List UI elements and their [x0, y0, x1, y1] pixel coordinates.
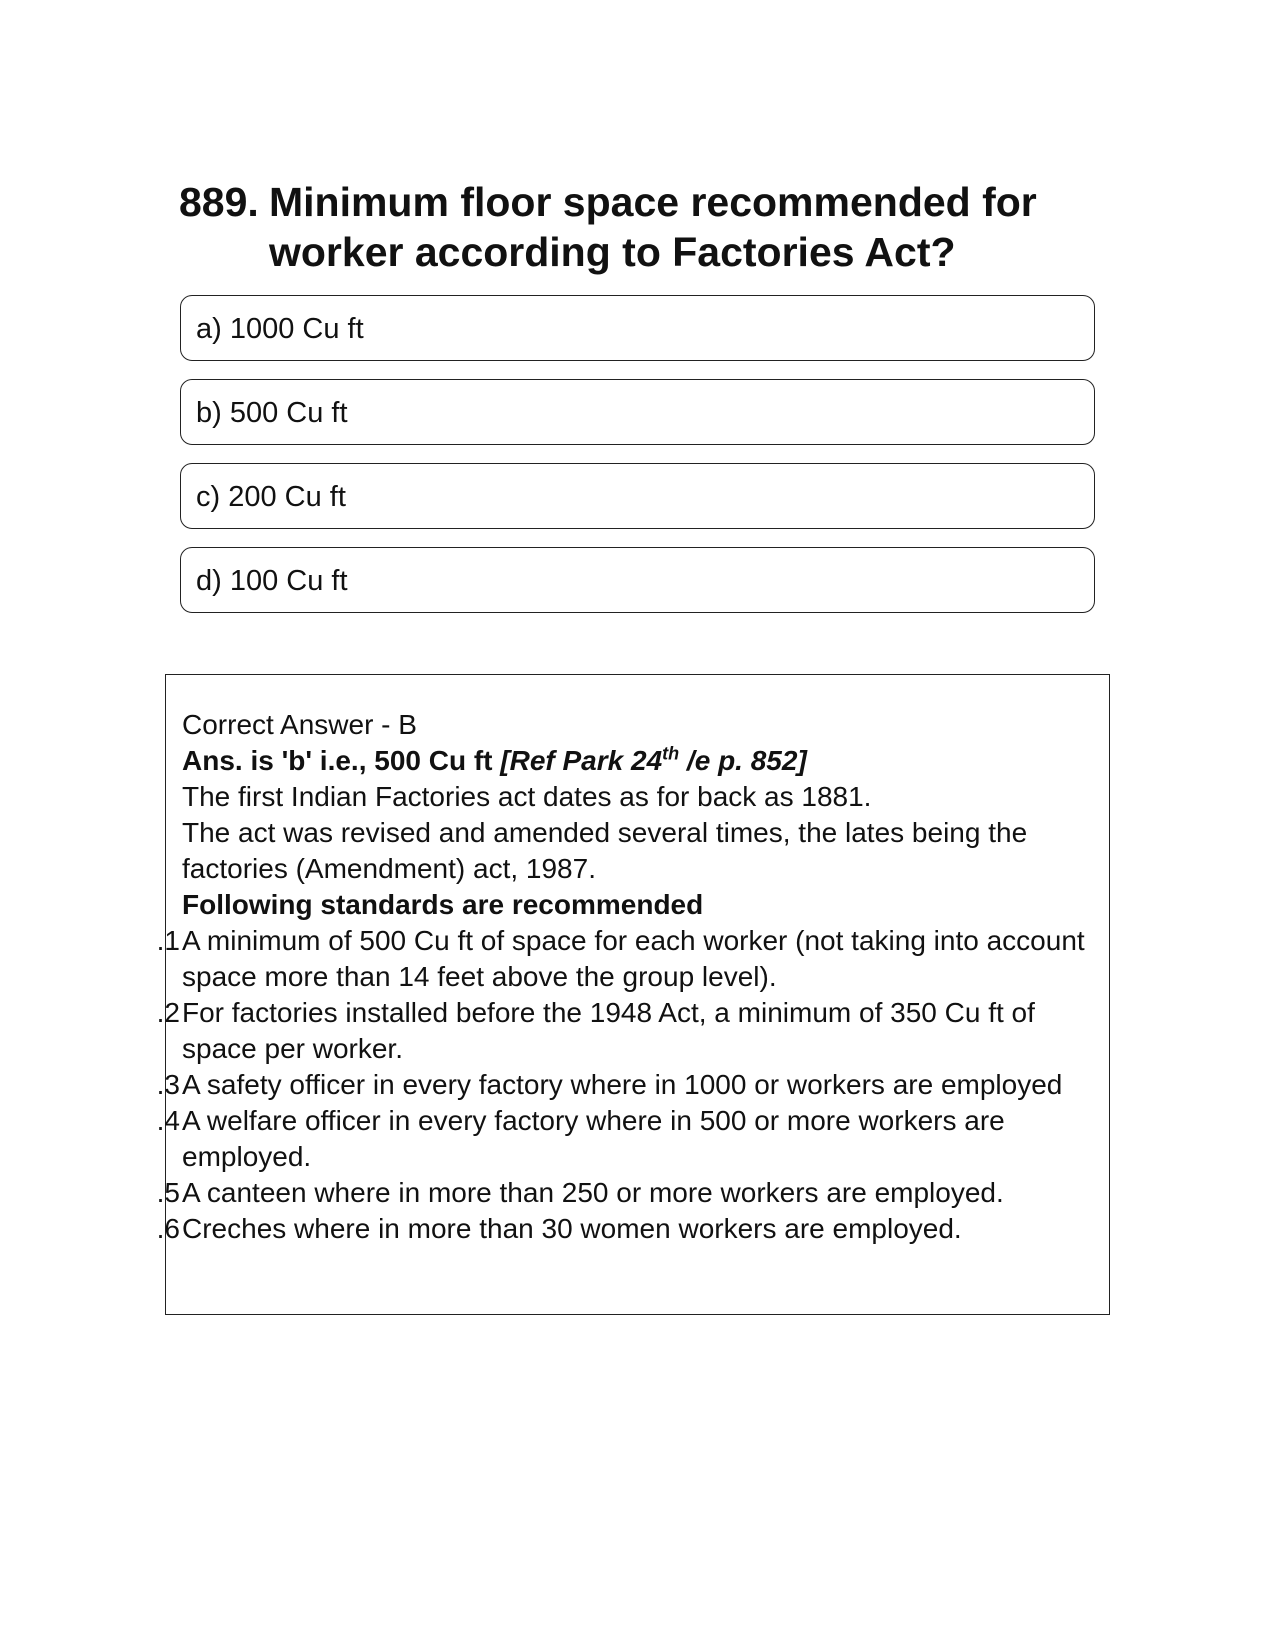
- history-paragraph: The first Indian Factories act dates as for back as 1881.: [182, 781, 872, 812]
- list-text: A minimum of 500 Cu ft of space for each worker (not taking into account space more than 14 feet above the group level).: [182, 925, 1085, 992]
- answer-prefix: Ans. is 'b' i.e., 500 Cu ft: [182, 745, 501, 776]
- list-text: A welfare officer in every factory where in 500 or more workers are employed.: [182, 1105, 1005, 1172]
- list-item: [156, 995, 1109, 1067]
- option-c[interactable]: c) 200 Cu ft: [180, 463, 1095, 529]
- answer-reference-line: [182, 743, 1109, 779]
- list-text: A canteen where in more than 250 or more workers are employed.: [182, 1177, 1004, 1208]
- reference-open: [Ref Park 24: [500, 745, 663, 776]
- list-number: 3.: [156, 1069, 180, 1100]
- question-text: Minimum floor space recommended for worker according to Factories Act?: [269, 179, 1037, 275]
- reference-close: /e p. 852]: [679, 745, 807, 776]
- list-text: For factories installed before the 1948 Act, a minimum of 350 Cu ft of space per worker.: [182, 997, 1035, 1064]
- answer-explanation-box: [156, 674, 1110, 1315]
- list-text: A safety officer in every factory where in 1000 or workers are employed: [182, 1069, 1063, 1100]
- list-item: [156, 923, 1109, 995]
- list-item: [156, 1103, 1109, 1175]
- standards-list: [156, 923, 1109, 1247]
- reference-superscript: th: [662, 743, 680, 764]
- question-heading: [179, 177, 1099, 277]
- reference-text: [500, 745, 807, 776]
- question-number: 889.: [179, 179, 259, 225]
- standards-heading: Following standards are recommended: [182, 889, 704, 920]
- option-a[interactable]: a) 1000 Cu ft: [180, 295, 1095, 361]
- amendment-paragraph: The act was revised and amended several times, the lates being the factories (Amendment) act, 1987.: [182, 817, 1028, 884]
- list-number: 6.: [156, 1213, 180, 1244]
- list-number: 5.: [156, 1177, 180, 1208]
- option-b[interactable]: b) 500 Cu ft: [180, 379, 1095, 445]
- correct-answer-line: Correct Answer - B: [182, 709, 417, 740]
- list-number: 2.: [156, 997, 180, 1028]
- list-item: [156, 1067, 1109, 1103]
- list-number: 4.: [156, 1105, 180, 1136]
- list-text: Creches where in more than 30 women workers are employed.: [182, 1213, 962, 1244]
- option-d[interactable]: d) 100 Cu ft: [180, 547, 1095, 613]
- list-item: [156, 1175, 1109, 1211]
- list-number: 1.: [156, 925, 180, 956]
- list-item: [156, 1211, 1109, 1247]
